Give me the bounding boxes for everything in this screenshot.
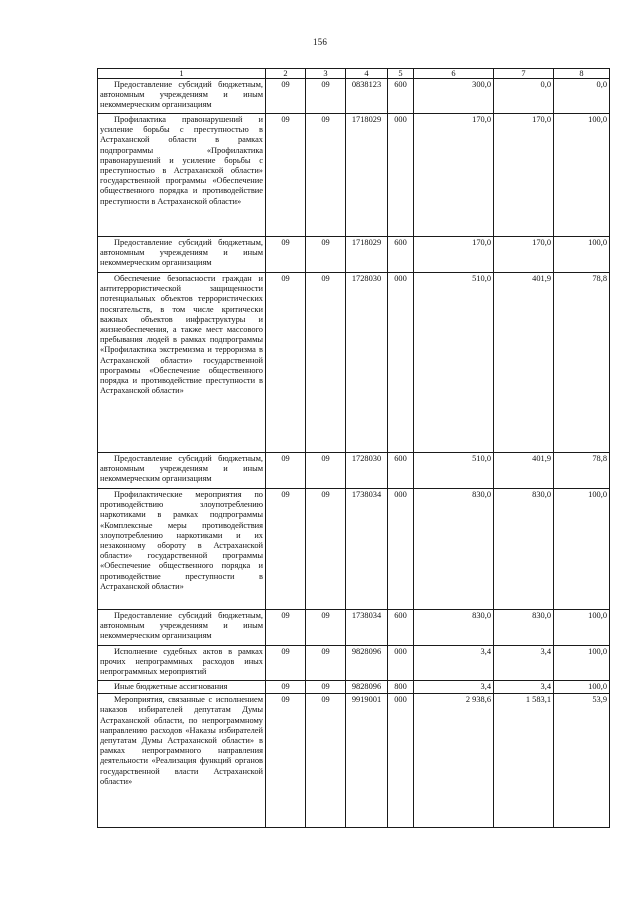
target-article-code: 1718029: [346, 114, 388, 237]
table-row: [98, 646, 610, 681]
planned-amount: 2 938,6: [414, 694, 494, 828]
page-number: 156: [312, 37, 328, 47]
target-article-code: 1738034: [346, 489, 388, 610]
expense-name: Обеспечение безопасности граждан и антитеррористической защищенности потенциальных объектов террористических посягательств, в том числе критически важных объектов инфраструктуры и жизнеобеспечения, а также мест массового пребывания людей в рамках подпрограммы «Профилактика экстремизма и терроризма в Астраханской области» государственной программы «Обеспечение общественного порядка и противодействие преступности в Астраханской области»: [98, 273, 266, 453]
header-cell: 3: [306, 69, 346, 79]
table-row: [98, 237, 610, 273]
budget-table: [97, 68, 610, 828]
expense-type-code: 000: [388, 273, 414, 453]
execution-percent: 100,0: [554, 646, 610, 681]
target-article-code: 1738034: [346, 610, 388, 646]
target-article-code: 9919001: [346, 694, 388, 828]
header-cell: 6: [414, 69, 494, 79]
expense-name: Предоставление субсидий бюджетным, автономным учреждениям и иным некоммерческим организациям: [98, 237, 266, 273]
target-article-code: 0838123: [346, 79, 388, 114]
expense-name: Иные бюджетные ассигнования: [98, 681, 266, 694]
expense-name: Профилактические мероприятия по противодействию злоупотреблению наркотиками в рамках подпрограммы «Комплексные меры противодействия злоупотреблению наркотиками и их незаконному обороту в Астраханской области» государственной программы «Обеспечение общественного порядка и противодействие преступности в Астраханской области»: [98, 489, 266, 610]
expense-type-code: 600: [388, 237, 414, 273]
executed-amount: 3,4: [494, 646, 554, 681]
expense-type-code: 800: [388, 681, 414, 694]
target-article-code: 1728030: [346, 273, 388, 453]
executed-amount: 830,0: [494, 489, 554, 610]
executed-amount: 170,0: [494, 114, 554, 237]
section-code: 09: [266, 646, 306, 681]
planned-amount: 3,4: [414, 681, 494, 694]
section-code: 09: [266, 237, 306, 273]
expense-name: Предоставление субсидий бюджетным, автономным учреждениям и иным некоммерческим организациям: [98, 79, 266, 114]
table-row: [98, 453, 610, 489]
execution-percent: 100,0: [554, 237, 610, 273]
execution-percent: 100,0: [554, 681, 610, 694]
expense-name: Предоставление субсидий бюджетным, автономным учреждениям и иным некоммерческим организациям: [98, 453, 266, 489]
header-cell: 4: [346, 69, 388, 79]
executed-amount: 3,4: [494, 681, 554, 694]
execution-percent: 100,0: [554, 610, 610, 646]
expense-type-code: 000: [388, 489, 414, 610]
table-row: [98, 79, 610, 114]
executed-amount: 401,9: [494, 453, 554, 489]
executed-amount: 401,9: [494, 273, 554, 453]
header-row: [98, 69, 610, 79]
section-code: 09: [266, 453, 306, 489]
target-article-code: 1718029: [346, 237, 388, 273]
expense-name: Мероприятия, связанные с исполнением наказов избирателей депутатам Думы Астраханской области, по непрограммному направлению расходов «Наказы избирателей депутатам Думы Астраханской области» в рамках непрограммного направления деятельности «Реализация функций органов государственной власти Астраханской области»: [98, 694, 266, 828]
planned-amount: 510,0: [414, 273, 494, 453]
section-code: 09: [266, 79, 306, 114]
planned-amount: 830,0: [414, 489, 494, 610]
executed-amount: 830,0: [494, 610, 554, 646]
target-article-code: 9828096: [346, 681, 388, 694]
header-cell: 5: [388, 69, 414, 79]
subsection-code: 09: [306, 273, 346, 453]
section-code: 09: [266, 694, 306, 828]
planned-amount: 300,0: [414, 79, 494, 114]
subsection-code: 09: [306, 610, 346, 646]
expense-name: Исполнение судебных актов в рамках прочих непрограммных расходов иных непрограммных мероприятий: [98, 646, 266, 681]
expense-type-code: 000: [388, 694, 414, 828]
execution-percent: 78,8: [554, 273, 610, 453]
section-code: 09: [266, 114, 306, 237]
expense-type-code: 600: [388, 79, 414, 114]
executed-amount: 170,0: [494, 237, 554, 273]
executed-amount: 0,0: [494, 79, 554, 114]
table-row: [98, 489, 610, 610]
target-article-code: 9828096: [346, 646, 388, 681]
table-row: [98, 681, 610, 694]
section-code: 09: [266, 489, 306, 610]
planned-amount: 170,0: [414, 237, 494, 273]
section-code: 09: [266, 273, 306, 453]
header-cell: 2: [266, 69, 306, 79]
subsection-code: 09: [306, 646, 346, 681]
table-row: [98, 610, 610, 646]
expense-name: Профилактика правонарушений и усиление борьбы с преступностью в Астраханской области в рамках подпрограммы «Профилактика правонарушений и усиление борьбы с преступностью в Астраханской области» государственной программы «Обеспечение общественного порядка и противодействие преступности в Астраханской области»: [98, 114, 266, 237]
execution-percent: 100,0: [554, 489, 610, 610]
planned-amount: 830,0: [414, 610, 494, 646]
subsection-code: 09: [306, 489, 346, 610]
planned-amount: 510,0: [414, 453, 494, 489]
subsection-code: 09: [306, 694, 346, 828]
subsection-code: 09: [306, 114, 346, 237]
expense-name: Предоставление субсидий бюджетным, автономным учреждениям и иным некоммерческим организациям: [98, 610, 266, 646]
execution-percent: 53,9: [554, 694, 610, 828]
table-row: [98, 694, 610, 828]
subsection-code: 09: [306, 79, 346, 114]
header-cell: 1: [98, 69, 266, 79]
planned-amount: 3,4: [414, 646, 494, 681]
header-cell: 7: [494, 69, 554, 79]
execution-percent: 78,8: [554, 453, 610, 489]
section-code: 09: [266, 681, 306, 694]
executed-amount: 1 583,1: [494, 694, 554, 828]
expense-type-code: 600: [388, 453, 414, 489]
table-row: [98, 273, 610, 453]
header-cell: 8: [554, 69, 610, 79]
subsection-code: 09: [306, 237, 346, 273]
subsection-code: 09: [306, 453, 346, 489]
planned-amount: 170,0: [414, 114, 494, 237]
subsection-code: 09: [306, 681, 346, 694]
target-article-code: 1728030: [346, 453, 388, 489]
expense-type-code: 600: [388, 610, 414, 646]
section-code: 09: [266, 610, 306, 646]
expense-type-code: 000: [388, 114, 414, 237]
execution-percent: 0,0: [554, 79, 610, 114]
table-row: [98, 114, 610, 237]
execution-percent: 100,0: [554, 114, 610, 237]
expense-type-code: 000: [388, 646, 414, 681]
